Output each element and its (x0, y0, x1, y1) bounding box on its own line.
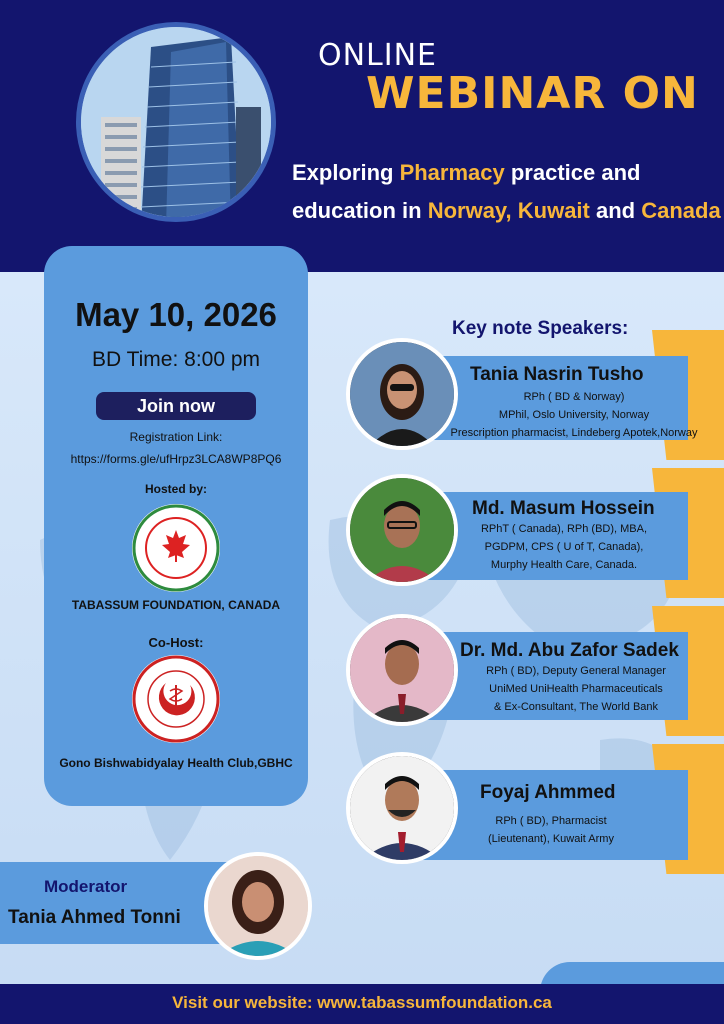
speaker-detail-line: RPhT ( Canada), RPh (BD), MBA, (480, 523, 648, 535)
gbhc-logo (132, 655, 220, 743)
topic-text: practice and (504, 160, 641, 185)
speaker-details (446, 388, 702, 442)
hosted-by-label: Hosted by: (144, 482, 207, 496)
cohost-label: Co-Host: (148, 635, 204, 650)
speaker-details (466, 662, 686, 716)
moderator-name: Tania Ahmed Tonni (8, 907, 181, 928)
topic-text: and (589, 198, 642, 223)
topic-highlight: Pharmacy (399, 160, 505, 185)
speaker-detail-line: (Lieutenant), Kuwait Army (488, 833, 614, 845)
speaker-detail-line: & Ex-Consultant, The World Bank (493, 701, 659, 713)
speaker-detail-line: RPh ( BD & Norway) (523, 391, 625, 403)
speaker-photo (346, 752, 458, 864)
speaker-photo (346, 338, 458, 450)
heading-webinar: WEBINAR ON (366, 68, 699, 119)
event-date: May 10, 2026 (75, 296, 277, 333)
speaker-detail-line: Murphy Health Care, Canada. (490, 559, 638, 571)
speaker-detail-line: PGDPM, CPS ( U of T, Canada), (484, 541, 644, 553)
keynote-speakers-heading: Key note Speakers: (452, 318, 629, 339)
event-time: BD Time: 8:00 pm (91, 348, 261, 371)
speaker-detail-line: UniMed UniHealth Pharmaceuticals (489, 683, 663, 695)
moderator-photo (204, 852, 312, 960)
speaker-details (464, 520, 664, 574)
speaker-name: Md. Masum Hossein (472, 498, 655, 519)
topic-highlight: Norway, Kuwait (427, 198, 590, 223)
tabassum-foundation-logo (132, 504, 220, 592)
speaker-detail-line: RPh ( BD), Deputy General Manager (486, 665, 666, 677)
registration-link[interactable]: https://forms.gle/ufHrpz3LCA8WP8PQ6 (70, 452, 282, 466)
speaker-name: Dr. Md. Abu Zafor Sadek (460, 640, 679, 661)
webinar-topic (292, 154, 722, 230)
topic-text: Exploring (292, 160, 400, 185)
moderator-label: Moderator (44, 877, 128, 896)
topic-highlight: Canada (641, 198, 721, 223)
building-photo (76, 22, 276, 222)
registration-label: Registration Link: (129, 430, 223, 444)
join-now-button[interactable]: Join now (96, 392, 256, 420)
speaker-detail-line: Prescription pharmacist, Lindeberg Apotek,Norway (450, 427, 698, 439)
heading-online: ONLINE (318, 38, 438, 73)
host-name: TABASSUM FOUNDATION, CANADA (71, 598, 281, 612)
speaker-details (466, 812, 636, 848)
speaker-detail-line: RPh ( BD), Pharmacist (495, 815, 607, 827)
topic-text: education in (292, 198, 428, 223)
speaker-photo (346, 474, 458, 586)
speaker-photo (346, 614, 458, 726)
speaker-detail-line: MPhil, Oslo University, Norway (498, 409, 650, 421)
speaker-name: Tania Nasrin Tusho (470, 364, 644, 385)
website-link[interactable]: Visit our website: www.tabassumfoundation.ca (172, 993, 552, 1012)
cohost-name: Gono Bishwabidyalay Health Club,GBHC (59, 756, 293, 770)
speaker-name: Foyaj Ahmmed (480, 782, 616, 803)
